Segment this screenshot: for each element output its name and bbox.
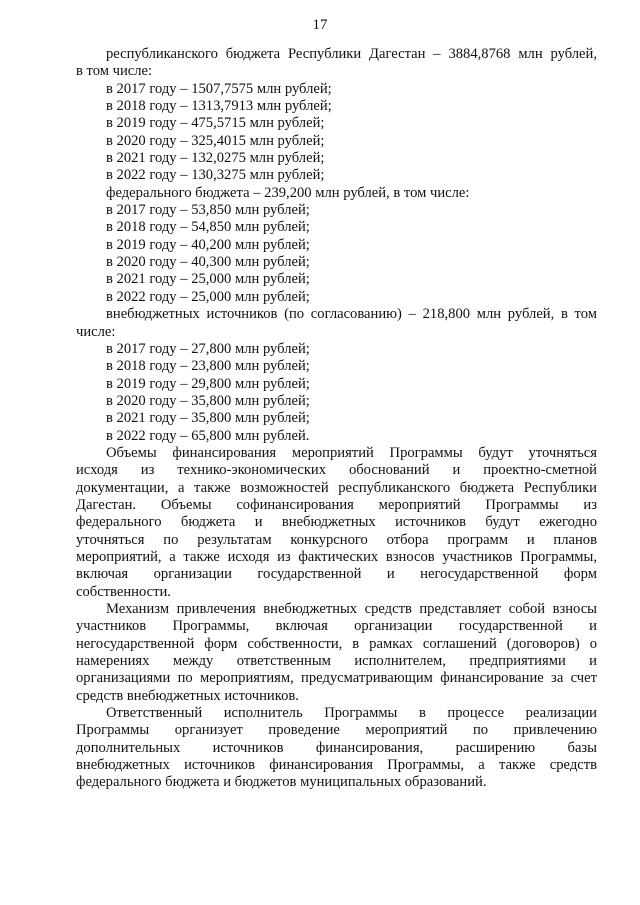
text-line: средств внебюджетных источников.	[76, 687, 299, 704]
text-line: федерального бюджета – 239,200 млн рублей, в том числе:	[106, 184, 470, 201]
text-line: организациями по мероприятиям, предусматривающим финансирование за счет	[76, 670, 597, 687]
text-line: в 2018 году – 1313,7913 млн рублей;	[106, 98, 332, 115]
text-line: в 2018 году – 23,800 млн рублей;	[106, 358, 310, 375]
text-line: исходя из технико-экономических обоснований и проектно-сметной	[76, 462, 597, 479]
text-line: участников Программы, включая организации государственной и	[76, 618, 597, 635]
text-line: Объемы финансирования мероприятий Программы будут уточняться	[106, 444, 597, 461]
text-line: включая организации государственной и негосударственной форм	[76, 566, 597, 583]
text-line: в 2021 году – 132,0275 млн рублей;	[106, 150, 325, 167]
text-line: внебюджетных источников финансирования Программы, а также средств	[76, 757, 597, 774]
text-line: числе:	[76, 323, 116, 340]
text-line: Дагестан. Объемы софинансирования мероприятий Программы из	[76, 496, 597, 513]
text-line: в 2022 году – 65,800 млн рублей.	[106, 427, 310, 444]
text-line: собственности.	[76, 583, 171, 600]
text-line: в 2017 году – 27,800 млн рублей;	[106, 340, 310, 357]
text-line: Программы организует проведение мероприятий по привлечению	[76, 722, 597, 739]
text-line: в 2019 году – 40,200 млн рублей;	[106, 236, 310, 253]
page-number: 17	[312, 17, 328, 33]
text-line: в 2021 году – 35,800 млн рублей;	[106, 410, 310, 427]
text-line: федерального бюджета и внебюджетных источников будут ежегодно	[76, 514, 597, 531]
text-line: мероприятий, а также исходя из фактических взносов участников Программы,	[76, 548, 597, 565]
text-line: в 2017 году – 53,850 млн рублей;	[106, 202, 310, 219]
text-line: республиканского бюджета Республики Дагестан – 3884,8768 млн рублей,	[106, 46, 597, 62]
text-line: в 2019 году – 29,800 млн рублей;	[106, 375, 310, 392]
document-body	[76, 46, 597, 792]
text-line: в 2020 году – 325,4015 млн рублей;	[106, 132, 325, 149]
text-line: намерениях между ответственным исполнителем, предприятиями и	[76, 653, 597, 670]
text-line: в 2017 году – 1507,7575 млн рублей;	[106, 80, 332, 97]
text-line: в 2020 году – 40,300 млн рублей;	[106, 254, 310, 271]
text-line: дополнительных источников финансирования, расширению базы	[76, 739, 597, 756]
text-line: в 2021 году – 25,000 млн рублей;	[106, 271, 310, 288]
text-line: федерального бюджета и бюджетов муниципальных образований.	[76, 774, 487, 791]
text-line: в 2022 году – 130,3275 млн рублей;	[106, 167, 325, 184]
text-line: в 2020 году – 35,800 млн рублей;	[106, 392, 310, 409]
text-line: в 2019 году – 475,5715 млн рублей;	[106, 115, 325, 132]
text-line: уточняться по результатам конкурсного отбора программ и планов	[76, 531, 597, 548]
text-line: в том числе:	[76, 63, 153, 80]
text-line: негосударственной форм собственности, в рамках соглашений (договоров) о	[76, 635, 597, 652]
text-line: внебюджетных источников (по согласованию) – 218,800 млн рублей, в том	[106, 306, 597, 323]
text-line: Ответственный исполнитель Программы в процессе реализации	[106, 705, 597, 722]
text-line: в 2022 году – 25,000 млн рублей;	[106, 288, 310, 305]
text-line: Механизм привлечения внебюджетных средств представляет собой взносы	[106, 601, 597, 617]
text-line: документации, а также возможностей республиканского бюджета Республики	[76, 479, 597, 496]
text-line: в 2018 году – 54,850 млн рублей;	[106, 219, 310, 236]
